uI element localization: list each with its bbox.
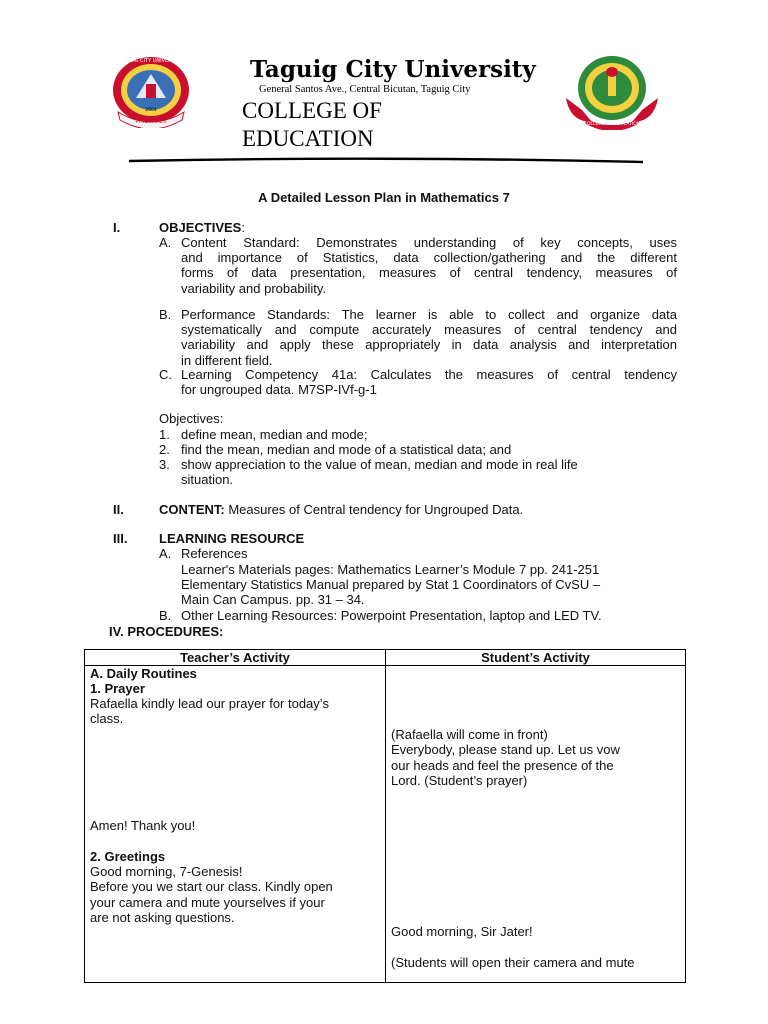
svg-text:2004: 2004 (145, 108, 157, 113)
amen-text: Amen! Thank you! (90, 818, 196, 834)
svg-text:TAGUIG CITY UNIVERSITY: TAGUIG CITY UNIVERSITY (119, 58, 183, 64)
references-label: References (181, 546, 248, 561)
teacher-activity-header: Teacher’s Activity (85, 650, 386, 666)
objective-item: find the mean, median and mode of a statistical data; and (181, 442, 512, 457)
section-number: II. (113, 502, 124, 517)
section-number: III. (113, 531, 128, 546)
header-divider (129, 157, 643, 165)
objective-item: show appreciation to the value of mean, median and mode in real life situation. (181, 457, 578, 488)
section-number: I. (113, 220, 121, 235)
student-prayer-text: (Rafaella will come in front) Everybody, please stand up. Let us vow our heads and feel the presence of the Lord. (Student’s prayer) (391, 727, 620, 788)
learning-resource-heading: LEARNING RESOURCE (159, 531, 305, 546)
college-of-education-seal-logo (562, 52, 662, 130)
list-letter: A. (159, 546, 172, 561)
college-name-line2: EDUCATION (242, 126, 374, 151)
procedures-heading: IV. PROCEDURES: (109, 624, 224, 639)
objectives-heading: OBJECTIVES: (159, 220, 245, 235)
list-number: 1. (159, 427, 170, 442)
list-number: 3. (159, 457, 170, 472)
list-letter: B. (159, 608, 172, 623)
performance-standards-text: Performance Standards: The learner is able to collect and organize data systematically and compute accurately measures of central tendency and variability and apply these appropriately in data analysis and interpretation in different field. (181, 307, 677, 368)
procedures-table (84, 649, 686, 983)
college-name-line1: COLLEGE OF (242, 98, 382, 123)
other-resources-text: Other Learning Resources: Powerpoint Presentation, laptop and LED TV. (181, 608, 602, 623)
student-activity-cell (386, 666, 686, 983)
references-list: Learner's Materials pages: Mathematics Learner’s Module 7 pp. 241-251 Elementary Statistics Manual prepared by Stat 1 Coordinators of CvSU – Main Can Campus. pp. 31 – 34. (181, 562, 601, 608)
prayer-instruction: Rafaella kindly lead our prayer for today’s class. (90, 696, 329, 727)
learning-competency-text: Learning Competency 41a: Calculates the measures of central tendency for ungrouped data. M7SP-IVf-g-1 (181, 367, 677, 398)
greetings-heading: 2. Greetings (90, 849, 166, 865)
list-letter: B. (159, 307, 172, 322)
student-greeting-text: Good morning, Sir Jater! (391, 924, 533, 940)
objectives-label: Objectives: (159, 411, 224, 426)
content-section: CONTENT: Measures of Central tendency for Ungrouped Data. (159, 502, 524, 517)
tcu-seal-logo (108, 54, 194, 128)
university-address: General Santos Ave., Central Bicutan, Taguig City (259, 84, 471, 95)
svg-text:COLLEGE OF EDUCATION: COLLEGE OF EDUCATION (583, 122, 641, 127)
prayer-heading: 1. Prayer (90, 681, 145, 697)
teacher-activity-cell (85, 666, 386, 983)
content-standard-text: Content Standard: Demonstrates understanding of key concepts, uses and importance of Statistics, data collection/gathering and the different forms of data presentation, measures of central tendency, measures of variability and probability. (181, 235, 677, 296)
university-name: Taguig City University (250, 56, 536, 83)
student-camera-text: (Students will open their camera and mute (391, 955, 635, 971)
table-header-row (85, 650, 686, 666)
list-letter: C. (159, 367, 172, 382)
list-letter: A. (159, 235, 172, 250)
objective-item: define mean, median and mode; (181, 427, 368, 442)
college-name (242, 97, 482, 153)
list-number: 2. (159, 442, 170, 457)
svg-text:PHILIPPINES: PHILIPPINES (135, 119, 167, 125)
student-activity-header: Student’s Activity (386, 650, 686, 666)
document-title: A Detailed Lesson Plan in Mathematics 7 (258, 190, 510, 205)
daily-routines-heading: A. Daily Routines (90, 666, 197, 682)
table-row (85, 666, 686, 983)
greetings-text: Good morning, 7-Genesis! Before you we start our class. Kindly open your camera and mute yourselves if your are not asking questions. (90, 864, 333, 925)
